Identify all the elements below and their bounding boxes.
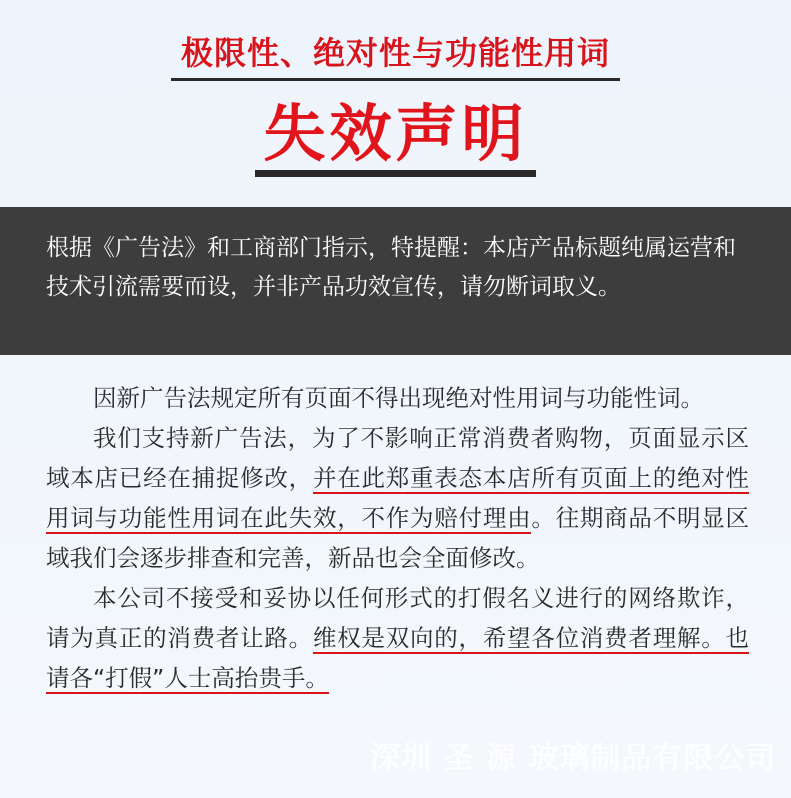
statement-body (46, 378, 749, 698)
paragraph-3-underlined: 维权是双向的，希望各位消费者理解。也请各“打假”人士高抬贵手。 (46, 624, 750, 692)
page-title: 失效声明 (255, 98, 535, 177)
paragraph-1-text: 因新广告法规定所有页面不得出现绝对性用词与功能性词。 (93, 384, 704, 412)
subtitle-container (0, 28, 791, 81)
paragraph-2-text-c: 。往期商品不明显区域我们会逐步排查和完善，新品也会全面修改。 (46, 504, 750, 572)
notice-band (0, 207, 791, 355)
paragraph-2-text-a: 我们支持新广告法，为了不影响正常消费者购物，页面显示区域本店已经在捕捉修改， (46, 424, 749, 492)
title-container (0, 98, 791, 177)
paragraph-3-text-a: 本公司不接受和妥协以任何形式的打假名义进行的网络欺诈，请为真正的消费者让路。 (46, 584, 749, 652)
paragraph-2 (46, 418, 749, 578)
subtitle: 极限性、绝对性与功能性用词 (171, 28, 620, 81)
paragraph-3 (46, 578, 749, 698)
paragraph-1 (46, 378, 749, 418)
company-watermark: 深圳 圣 源 玻璃制品有限公司 (370, 741, 777, 776)
notice-text: 根据《广告法》和工商部门指示，特提醒：本店产品标题纯属运营和技术引流需要而设，并非产品功效宣传，请勿断词取义。 (46, 235, 736, 300)
paragraph-2-underlined: 并在此郑重表态本店所有页面上的绝对性用词与功能性用词在此失效，不作为赔付理由 (46, 464, 750, 532)
